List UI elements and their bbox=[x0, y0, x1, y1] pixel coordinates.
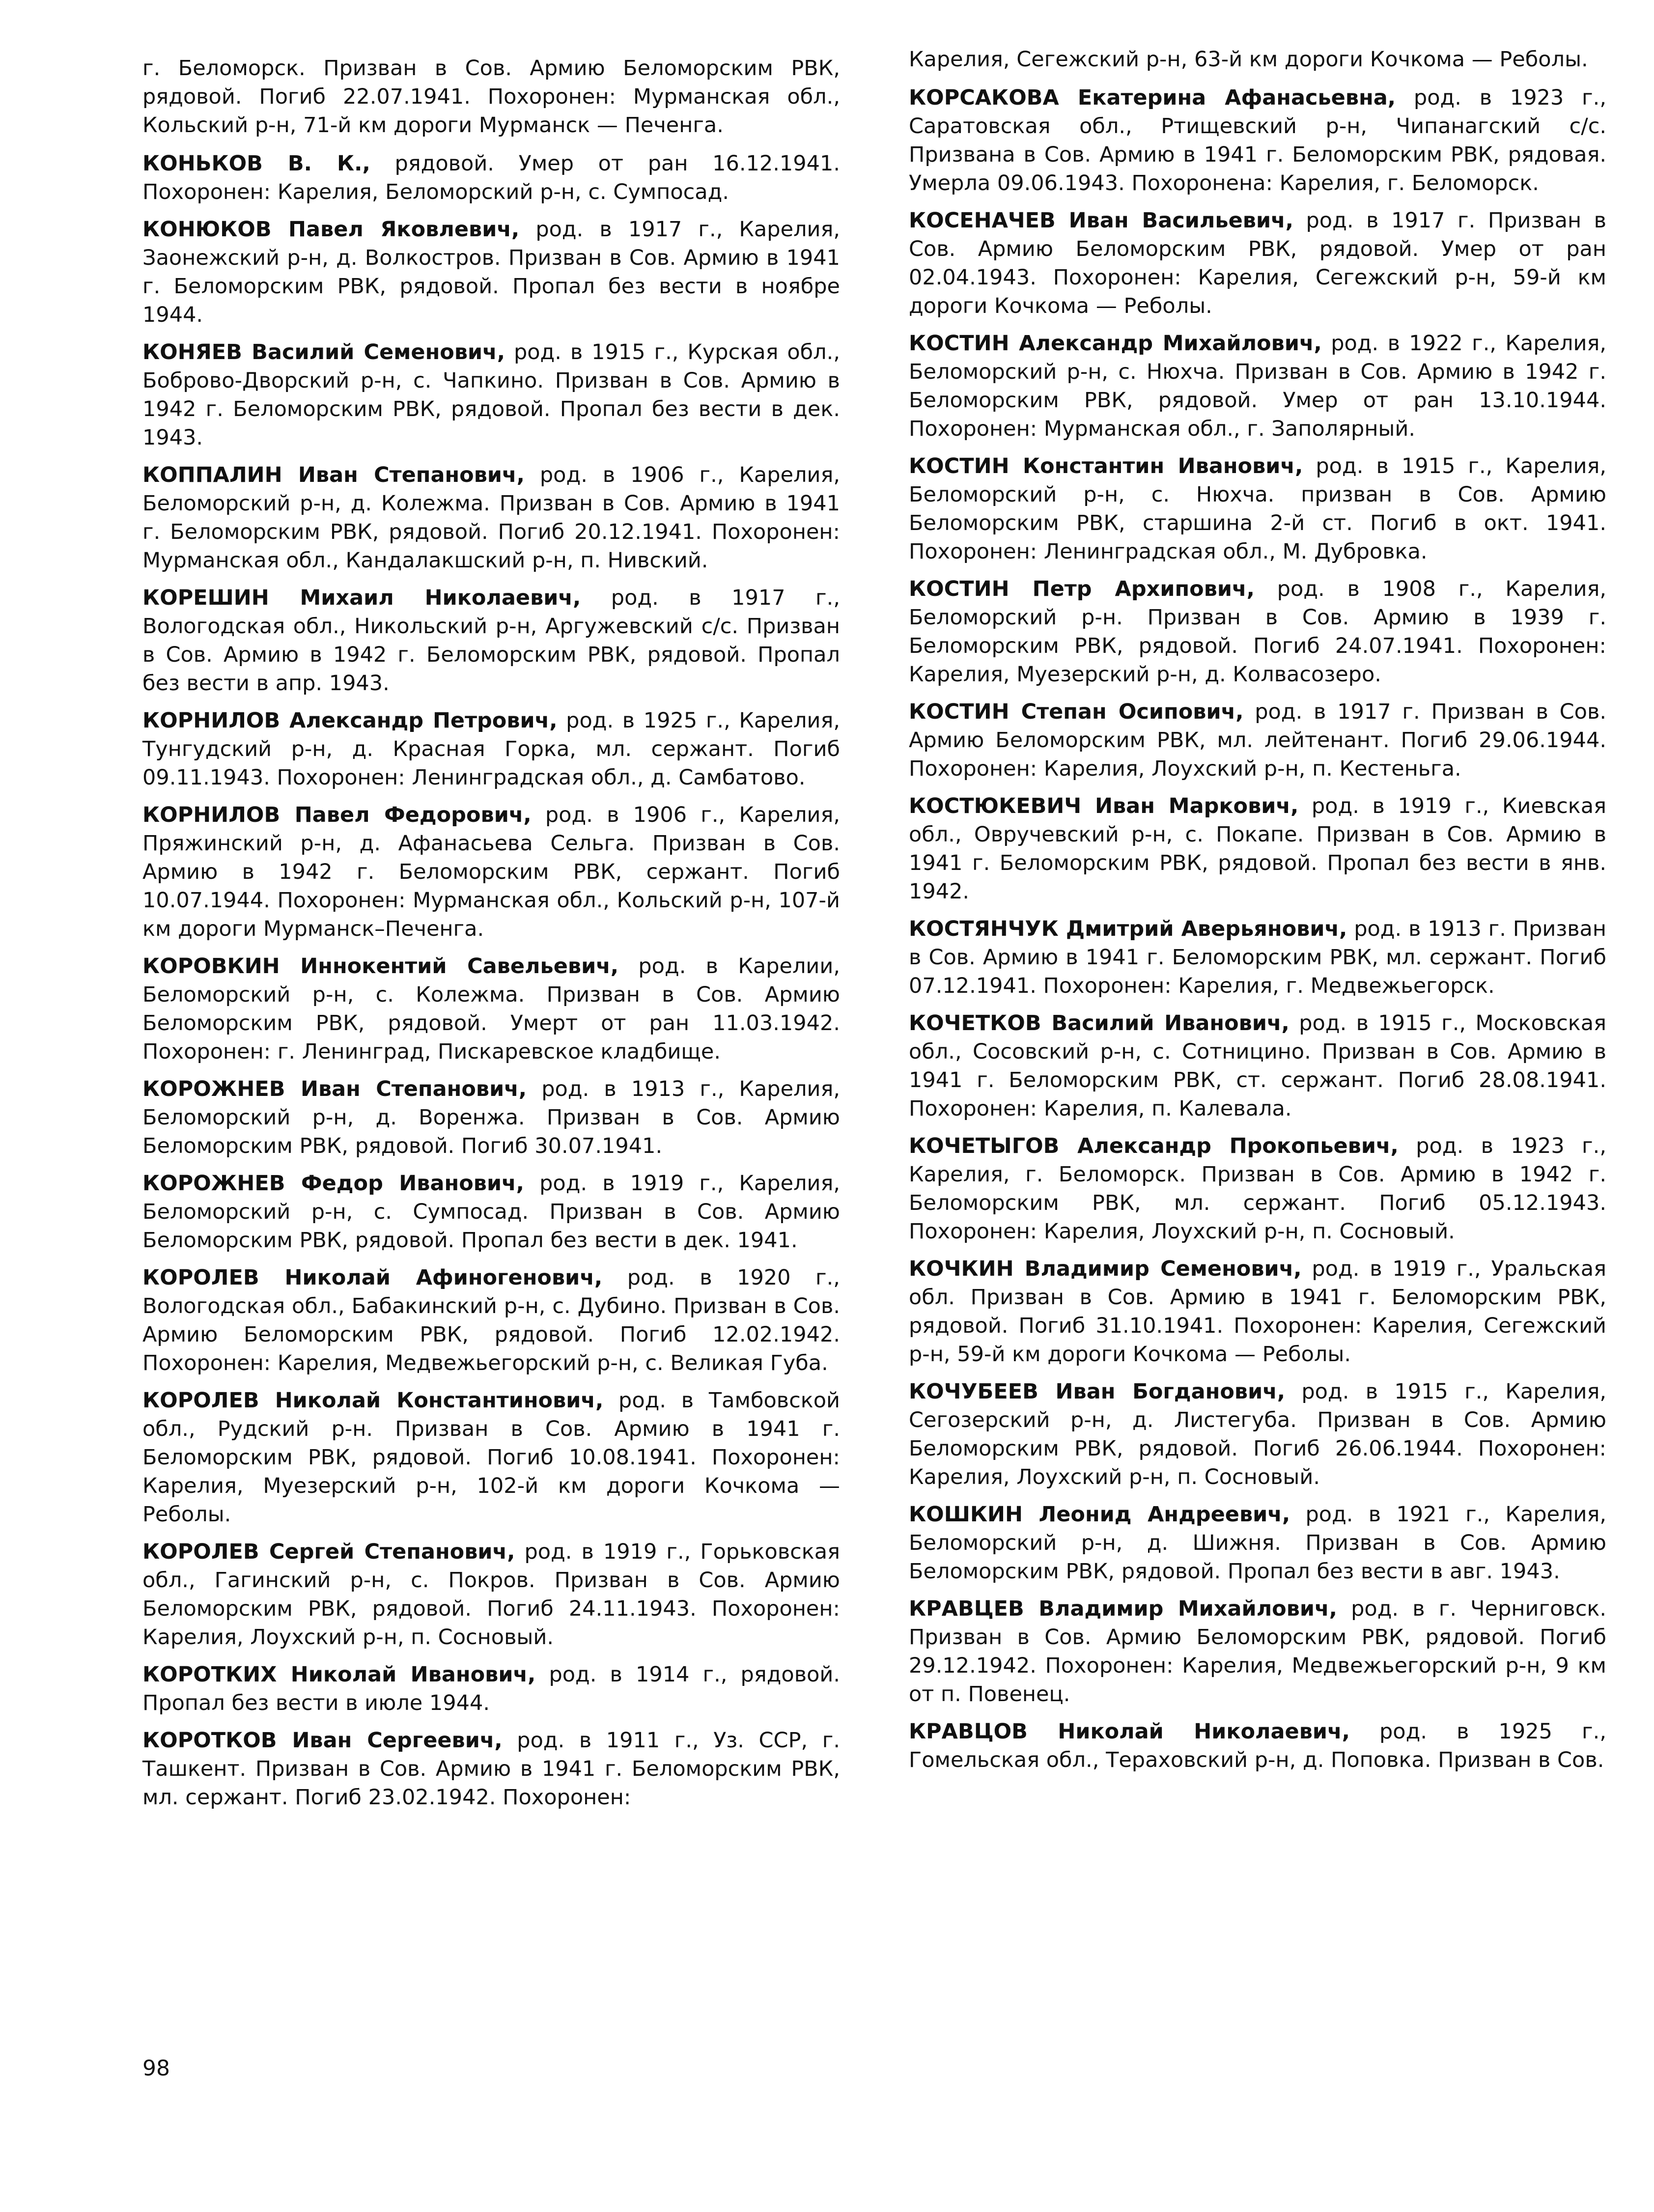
entry bbox=[142, 1263, 840, 1377]
entry-text: род. в 1920 г., Вологодская обл., Бабакинский р-н, с. Дубино. Призван в Сов. Армию Беломорским РВК, рядовой. Погиб 12.02.1942. Похоронен: Карелия, Медвежьегорский р-н, с. Великая Губа. bbox=[142, 1265, 840, 1375]
left-column bbox=[142, 54, 840, 1820]
entry-text: род. в 1908 г., Карелия, Беломорский р-н. Призван в Сов. Армию в 1939 г. Беломорским РВК, рядовой. Погиб 24.07.1941. Похоронен: Карелия, Муезерский р-н, д. Колвасозеро. bbox=[909, 577, 1607, 687]
entry-text: род. в 1915 г., Курская обл., Боброво-Дворский р-н, с. Чапкино. Призван в Сов. Армию в 1942 г. Беломорским РВК, рядовой. Пропал без вести в дек. 1943. bbox=[142, 340, 840, 450]
entry-text: род. в 1915 г., Карелия, Сегозерский р-н, д. Листегуба. Призван в Сов. Армию Беломорским РВК, рядовой. Погиб 26.06.1944. Похоронен: Карелия, Лоухский р-н, п. Сосновый. bbox=[909, 1379, 1606, 1489]
entry bbox=[142, 1169, 840, 1255]
entry bbox=[909, 329, 1606, 443]
entry bbox=[142, 801, 840, 943]
entry-text: род. в 1915 г., Карелия, Беломорский р-н, с. Нюхча. призван в Сов. Армию Беломорским РВК, старшина 2-й ст. Погиб в окт. 1941. Похоронен: Ленинградская обл., М. Дубровка. bbox=[909, 454, 1607, 564]
entry-name: КОЧКИН Владимир Семенович, bbox=[909, 1257, 1302, 1281]
entry-text: род. в 1922 г., Карелия, Беломорский р-н, с. Нюхча. Призван в Сов. Армию в 1942 г. Беломорским РВК, рядовой. Умер от ран 13.10.1944. Похоронен: Мурманская обл., г. Заполярный. bbox=[909, 331, 1607, 441]
entry bbox=[909, 575, 1606, 689]
entry bbox=[909, 1255, 1606, 1369]
entry bbox=[142, 1538, 840, 1652]
entry-text: род. в 1921 г., Карелия, Беломорский р-н, д. Шижня. Призван в Сов. Армию Беломорским РВК, рядовой. Пропал без вести в авг. 1943. bbox=[909, 1502, 1607, 1584]
entry-text: род. в 1919 г., Карелия, Беломорский р-н, с. Сумпосад. Призван в Сов. Армию Беломорским РВК, рядовой. Пропал без вести в дек. 1941. bbox=[142, 1171, 840, 1253]
entry-name: КОРОЖНЕВ Иван Степанович, bbox=[142, 1077, 527, 1101]
entry-name: КОЧУБЕЕВ Иван Богданович, bbox=[909, 1379, 1286, 1404]
entry bbox=[909, 698, 1606, 783]
entry-continuation: Карелия, Сегежский р-н, 63-й км дороги Кочкома — Реболы. bbox=[909, 47, 1588, 72]
entry-name: КОНЮКОВ Павел Яковлевич, bbox=[142, 217, 520, 242]
entry bbox=[142, 1075, 840, 1160]
entry bbox=[142, 952, 840, 1066]
entry-continuation: г. Беломорск. Призван в Сов. Армию Беломорским РВК, рядовой. Погиб 22.07.1941. Похоронен: Мурманская обл., Кольский р-н, 71-й км дороги Мурманск — Печенга. bbox=[142, 56, 840, 138]
entry-name: КОЧЕТКОВ Василий Иванович, bbox=[909, 1011, 1290, 1036]
entry-name: КОНЬКОВ В. К., bbox=[142, 151, 370, 176]
entry bbox=[142, 215, 840, 329]
entry bbox=[909, 452, 1606, 566]
entry-name: КОСТЯНЧУК Дмитрий Аверьянович, bbox=[909, 917, 1347, 941]
entry-name: КОСТИН Степан Осипович, bbox=[909, 700, 1244, 724]
right-column bbox=[909, 45, 1606, 1783]
entry-name: КОРОЛЕВ Николай Афиногенович, bbox=[142, 1265, 603, 1290]
entry-text: род. в 1906 г., Карелия, Пряжинский р-н, д. Афанасьева Сельга. Призван в Сов. Армию в 1942 г. Беломорским РВК, сержант. Погиб 10.07.1944. Похоронен: Мурманская обл., Кольский р-н, 107-й км дороги Мурманск–Печенга. bbox=[142, 803, 840, 941]
entry-text: род. в 1917 г., Карелия, Заонежский р-н, д. Волкостров. Призван в Сов. Армию в 1941 г. Беломорским РВК, рядовой. Пропал без вести в ноябре 1944. bbox=[142, 217, 841, 327]
entry-name: КОРОЛЕВ Николай Константинович, bbox=[142, 1388, 604, 1413]
entry bbox=[142, 149, 840, 206]
entry-name: КОРНИЛОВ Александр Петрович, bbox=[142, 708, 558, 733]
entry-text: род. в 1917 г. Призван в Сов. Армию Беломорским РВК, рядовой. Умер от ран 02.04.1943. Похоронен: Карелия, Сегежский р-н, 59-й км дороги Кочкома — Реболы. bbox=[909, 208, 1606, 318]
entry bbox=[909, 84, 1606, 197]
entry-name: КОРОТКИХ Николай Иванович, bbox=[142, 1662, 536, 1687]
entry-text: род. в 1911 г., Уз. ССР, г. Ташкент. Призван в Сов. Армию в 1941 г. Беломорским РВК, мл. сержант. Погиб 23.02.1942. Похоронен: bbox=[142, 1728, 840, 1810]
entry-text: род. в Карелии, Беломорский р-н, с. Колежма. Призван в Сов. Армию Беломорским РВК, рядовой. Умерт от ран 11.03.1942. Похоронен: г. Ленинград, Пискаревское кладбище. bbox=[142, 954, 840, 1064]
entry bbox=[142, 338, 840, 452]
entry bbox=[142, 1726, 840, 1812]
entry-name: КОСТИН Петр Архипович, bbox=[909, 577, 1255, 601]
page-number: 98 bbox=[142, 2056, 170, 2081]
entry-text: род. в 1919 г., Киевская обл., Овручевский р-н, с. Покапе. Призван в Сов. Армию в 1941 г. Беломорским РВК, рядовой. Пропал без вести в янв. 1942. bbox=[909, 794, 1606, 904]
entry bbox=[142, 1660, 840, 1717]
entry bbox=[909, 1717, 1606, 1774]
entry bbox=[142, 706, 840, 792]
entry-name: КОРОЖНЕВ Федор Иванович, bbox=[142, 1171, 524, 1196]
entry-name: КОСТЮКЕВИЧ Иван Маркович, bbox=[909, 794, 1299, 818]
entry-text: род. в 1925 г., Гомельская обл., Тераховский р-н, д. Поповка. Призван в Сов. bbox=[909, 1719, 1606, 1772]
entry-name: КОРЕШИН Михаил Николаевич, bbox=[142, 586, 581, 610]
entry-text: род. в 1915 г., Московская обл., Сосовский р-н, с. Сотницино. Призван в Сов. Армию в 1941 г. Беломорским РВК, ст. сержант. Погиб 28.08.1941. Похоронен: Карелия, п. Калевала. bbox=[909, 1011, 1606, 1121]
entry bbox=[142, 1386, 840, 1529]
entry-name: КОШКИН Леонид Андреевич, bbox=[909, 1502, 1290, 1527]
entry-name: КОРОВКИН Иннокентий Савельевич, bbox=[142, 954, 619, 979]
entry bbox=[909, 1009, 1606, 1123]
entry-text: род. в 1906 г., Карелия, Беломорский р-н, д. Колежма. Призван в Сов. Армию в 1941 г. Беломорским РВК, рядовой. Погиб 20.12.1941. Похоронен: Мурманская обл., Кандалакшский р-н, п. Нивский. bbox=[142, 463, 840, 573]
entry-text: род. в 1919 г., Уральская обл. Призван в Сов. Армию в 1941 г. Беломорским РВК, рядовой. Погиб 31.10.1941. Похоронен: Карелия, Сегежский р-н, 59-й км дороги Кочкома — Реболы. bbox=[909, 1257, 1606, 1367]
entry bbox=[909, 1595, 1606, 1708]
entry-text: род. в 1913 г. Призван в Сов. Армию в 1941 г. Беломорским РВК, мл. сержант. Погиб 07.12.1941. Похоронен: Карелия, г. Медвежьегорск. bbox=[909, 917, 1607, 998]
entry-text: род. в Тамбовской обл., Рудский р-н. Призван в Сов. Армию в 1941 г. Беломорским РВК, рядовой. Погиб 10.08.1941. Похоронен: Карелия, Муезерский р-н, 102-й км дороги Кочкома — Реболы. bbox=[142, 1388, 840, 1527]
entry-name: КРАВЦЕВ Владимир Михайлович, bbox=[909, 1596, 1337, 1621]
entry-text: род. в 1914 г., рядовой. Пропал без вести в июле 1944. bbox=[142, 1662, 840, 1715]
entry-text: род. в 1917 г., Вологодская обл., Никольский р-н, Аргужевский с/с. Призван в Сов. Армию в 1942 г. Беломорским РВК, рядовой. Пропал без вести в апр. 1943. bbox=[142, 586, 840, 696]
entry-text: рядовой. Умер от ран 16.12.1941. Похоронен: Карелия, Беломорский р-н, с. Сумпосад. bbox=[142, 151, 840, 204]
entry bbox=[909, 1377, 1606, 1491]
entry-name: КОППАЛИН Иван Степанович, bbox=[142, 463, 525, 487]
entry-name: КОЧЕТЫГОВ Александр Прокопьевич, bbox=[909, 1134, 1399, 1158]
entry-name: КОРОТКОВ Иван Сергеевич, bbox=[142, 1728, 503, 1753]
entry-name: КОНЯЕВ Василий Семенович, bbox=[142, 340, 505, 364]
entry-text: род. в 1917 г. Призван в Сов. Армию Беломорским РВК, мл. лейтенант. Погиб 29.06.1944. Похоронен: Карелия, Лоухский р-н, п. Кестеньга. bbox=[909, 700, 1606, 781]
entry-text: род. в 1913 г., Карелия, Беломорский р-н, д. Воренжа. Призван в Сов. Армию Беломорским РВК, рядовой. Погиб 30.07.1941. bbox=[142, 1077, 840, 1158]
entry-name: КОСЕНАЧЕВ Иван Васильевич, bbox=[909, 208, 1293, 233]
entry-text: род. в 1923 г., Карелия, г. Беломорск. Призван в Сов. Армию в 1942 г. Беломорским РВК, мл. сержант. Погиб 05.12.1943. Похоронен: Карелия, Лоухский р-н, п. Сосновый. bbox=[909, 1134, 1606, 1244]
entry-text: род. в 1925 г., Карелия, Тунгудский р-н, д. Красная Горка, мл. сержант. Погиб 09.11.1943. Похоронен: Ленинградская обл., д. Самбатово. bbox=[142, 708, 840, 790]
entry-name: КОРСАКОВА Екатерина Афанасьевна, bbox=[909, 85, 1396, 110]
entry bbox=[909, 1500, 1606, 1586]
entry bbox=[909, 1132, 1606, 1246]
entry bbox=[142, 584, 840, 698]
entry bbox=[909, 206, 1606, 320]
entry-text: род. в 1923 г., Саратовская обл., Ртищевский р-н, Чипанагский с/с. Призвана в Сов. Армию в 1941 г. Беломорским РВК, рядовая. Умерла 09.06.1943. Похоронена: Карелия, г. Беломорск. bbox=[909, 85, 1606, 196]
entry-name: КОРОЛЕВ Сергей Степанович, bbox=[142, 1540, 515, 1564]
entry bbox=[909, 792, 1606, 906]
entry bbox=[909, 915, 1606, 1000]
entry-name: КОРНИЛОВ Павел Федорович, bbox=[142, 803, 532, 827]
entry-text: род. в г. Черниговск. Призван в Сов. Армию Беломорским РВК, рядовой. Погиб 29.12.1942. Похоронен: Карелия, Медвежьегорский р-н, 9 км от п. Повенец. bbox=[909, 1596, 1606, 1707]
entry-name: КОСТИН Константин Иванович, bbox=[909, 454, 1303, 478]
entry-name: КОСТИН Александр Михайлович, bbox=[909, 331, 1322, 356]
entry bbox=[142, 461, 840, 575]
entry-text: род. в 1919 г., Горьковская обл., Гагинский р-н, с. Покров. Призван в Сов. Армию Беломорским РВК, рядовой. Погиб 24.11.1943. Похоронен: Карелия, Лоухский р-н, п. Сосновый. bbox=[142, 1540, 841, 1650]
entry-name: КРАВЦОВ Николай Николаевич, bbox=[909, 1719, 1350, 1744]
